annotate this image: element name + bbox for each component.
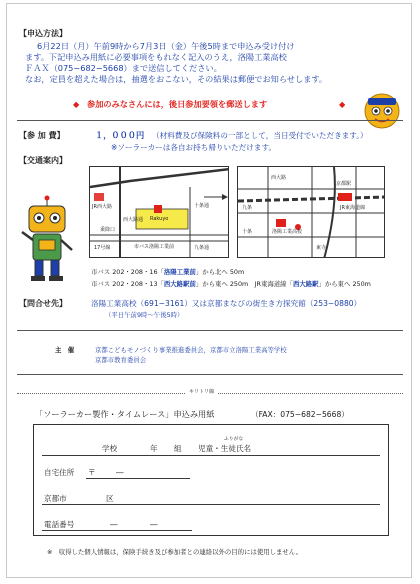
divider-1 xyxy=(17,120,403,121)
application-line-1: 6月22日（月）午前9時から7月3日（金）午後5時まで申込み受け付け xyxy=(37,41,295,51)
sponsor-line-1: 京都こどもモノづくり事業推進委員会，京都市立洛陽工業高等学校 xyxy=(95,346,287,354)
sponsor-line-2: 京都市教育委員会 xyxy=(95,356,147,364)
access-map-area xyxy=(237,166,385,258)
form-postal-mark: 〒 xyxy=(88,468,96,477)
map2-place2: 西大路 xyxy=(271,175,287,181)
form-year-label: 年 xyxy=(150,444,158,453)
map1-ave: 九条通 xyxy=(194,245,210,251)
mascot-face-icon xyxy=(361,90,403,130)
form-ward-label: 区 xyxy=(106,494,114,503)
robot-mascot-icon xyxy=(19,194,75,284)
form-phone-label: 電話番号 xyxy=(44,520,75,529)
form-name-label: 児童・生徒氏名 xyxy=(198,444,252,453)
form-class-label: 組 xyxy=(174,444,182,453)
map1-school: Rakuyo xyxy=(150,216,169,222)
form-name-line[interactable] xyxy=(42,455,380,456)
map1-stop: 乗降口 xyxy=(100,227,116,233)
cut-line-label: キリトリ線 xyxy=(185,388,218,396)
fee-detail: （材料費及び保険料の一部として，当日受付でいただきます。） xyxy=(152,131,368,140)
fee-header: 【参 加 費】 xyxy=(19,131,65,140)
form-postal-line[interactable] xyxy=(86,478,190,479)
contact-text: 洛陽工業高校（691−3161）又は京都まなびの街生き方探究館（253−0880） xyxy=(91,299,362,308)
form-phone-dash-1: ― xyxy=(110,520,118,529)
notice-text: 参加のみなさんには，後日参加要領を郵送します xyxy=(87,99,268,109)
privacy-note: ※ 収得した個人情報は，保険手続き及び参加者との連絡以外の目的には使用しません。 xyxy=(47,548,302,556)
form-phone-dash-2: ― xyxy=(150,520,158,529)
map2-place4: 十条 xyxy=(242,229,253,235)
flyer-page xyxy=(6,3,412,578)
map1-route: 17号線 xyxy=(94,245,111,251)
form-title: 「ソーラーカー製作・タイムレース」申込み用紙 xyxy=(35,409,215,419)
application-line-3: ＦＡＸ（075−682−5668）まで送信してください。 xyxy=(25,63,222,73)
form-fax: （FAX：075−682−5668） xyxy=(251,410,349,419)
form-postal-dash: ― xyxy=(116,468,124,477)
form-ruby: ふりがな xyxy=(224,437,244,442)
map2-place7: 東寺 xyxy=(316,245,327,251)
fee-amount: １，０００円 xyxy=(95,130,145,140)
divider-2 xyxy=(17,330,403,331)
contact-hours: （平日午前9時〜午後5時） xyxy=(105,311,184,319)
fee-note: ※ソーラーカーは各自お持ち帰りいただけます。 xyxy=(111,143,277,152)
notice-mark-left: ◆ xyxy=(73,99,80,109)
map2-place1: 京都駅 xyxy=(336,181,352,187)
access-header: 【交通案内】 xyxy=(19,156,67,165)
map2-place3: 九条 xyxy=(242,205,253,211)
application-line-4: なお，定員を超えた場合は，抽選をおこない，その結果は郵便でお知らせします。 xyxy=(25,74,328,84)
divider-3 xyxy=(17,374,403,375)
form-school-label: 学校 xyxy=(102,444,118,453)
map2-place5: 洛陽工業高校 xyxy=(272,229,303,235)
map2-place6: JR東海道線 xyxy=(340,205,365,211)
form-city-label: 京都市 xyxy=(44,494,67,503)
sponsor-label: 主 催 xyxy=(55,346,75,354)
map1-corner: 十条通 xyxy=(194,203,210,209)
map1-station: JR西大路 xyxy=(92,204,112,210)
application-line-2: ます。下記申込み用紙に必要事項をもれなく記入のうえ，洛陽工業高校 xyxy=(25,52,287,62)
area-map-drawing xyxy=(238,167,385,258)
application-header: 【申込方法】 xyxy=(19,29,67,38)
access-map-local xyxy=(89,166,229,258)
bus-line-1: 市バス 202・208・16「洛陽工業前」から北へ 50m xyxy=(91,268,245,276)
form-address-label: 自宅住所 xyxy=(44,468,75,477)
form-phone-line[interactable] xyxy=(42,530,192,531)
bus-line-2: 市バス 202・208・13「西大路駅前」から東へ 250m JR東海道線「西大路駅」から東へ 250m xyxy=(91,280,371,288)
form-address-line[interactable] xyxy=(42,504,380,505)
application-form-box xyxy=(33,424,389,536)
contact-header: 【問合せ先】 xyxy=(19,299,67,308)
map1-street: 西大路通 xyxy=(123,217,144,223)
map1-road: 市バス洛陽工業前 xyxy=(134,244,175,250)
notice-mark-right: ◆ xyxy=(339,99,346,109)
